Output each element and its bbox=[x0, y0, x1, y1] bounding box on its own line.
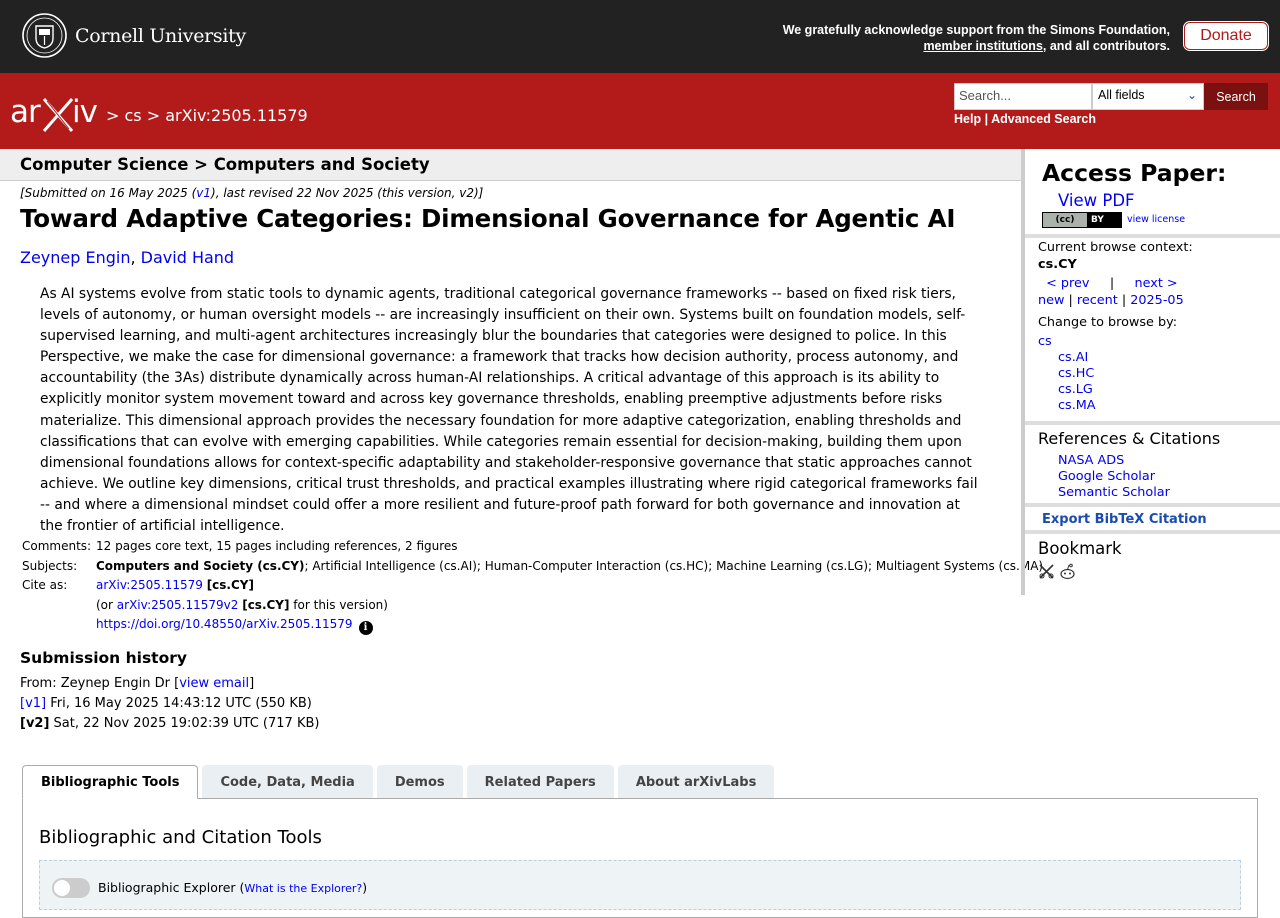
browse-cs-hc-link[interactable]: cs.HC bbox=[1058, 366, 1095, 381]
v2-label: [v2] bbox=[20, 716, 50, 731]
dateline-prefix: [Submitted on 16 May 2025 ( bbox=[20, 186, 197, 200]
new-link[interactable]: new bbox=[1038, 293, 1065, 308]
what-is-explorer-link[interactable]: What is the Explorer? bbox=[244, 882, 363, 895]
sidebar-divider bbox=[1025, 234, 1280, 238]
next-link[interactable]: next > bbox=[1134, 276, 1178, 291]
primary-subject: Computers and Society (cs.CY) bbox=[96, 558, 305, 573]
cornell-seal-icon bbox=[22, 13, 67, 58]
search-input[interactable]: Search... bbox=[954, 83, 1092, 110]
explorer-toggle[interactable] bbox=[52, 878, 90, 898]
authors bbox=[20, 248, 234, 267]
tools-tabs bbox=[22, 765, 778, 799]
breadcrumb-paper-id: arXiv:2505.11579 bbox=[165, 106, 308, 125]
category-subheader bbox=[0, 149, 1021, 181]
submission-history bbox=[20, 674, 319, 734]
advanced-search-link[interactable]: Advanced Search bbox=[991, 112, 1097, 126]
search-help-links bbox=[954, 112, 1096, 126]
doi-row bbox=[22, 617, 1043, 637]
search-field-select[interactable] bbox=[1092, 83, 1204, 110]
bibsonomy-icon[interactable] bbox=[1038, 563, 1055, 580]
explorer-label bbox=[98, 880, 367, 895]
google-scholar-link[interactable]: Google Scholar bbox=[1058, 469, 1155, 484]
author-separator: , bbox=[130, 248, 141, 267]
sidebar-divider bbox=[1025, 421, 1280, 425]
history-from bbox=[20, 674, 319, 694]
support-line-2-rest: , and all contributors. bbox=[1042, 39, 1170, 53]
recent-link[interactable]: recent bbox=[1076, 293, 1118, 308]
subjects-value bbox=[96, 559, 1043, 579]
empty-cell bbox=[22, 598, 96, 618]
dateline-v1-link[interactable]: v1 bbox=[196, 186, 212, 200]
references-links bbox=[1058, 453, 1170, 501]
history-v1 bbox=[20, 694, 319, 714]
browse-label: Current browse context: bbox=[1038, 240, 1193, 255]
dateline-suffix: ), last revised 22 Nov 2025 (this version, v2)] bbox=[211, 186, 484, 200]
support-acknowledgement bbox=[783, 22, 1170, 54]
support-line-1: We gratefully acknowledge support from the Simons Foundation, bbox=[782, 23, 1170, 37]
tab-demos[interactable]: Demos bbox=[377, 765, 463, 799]
svg-text:ar: ar bbox=[10, 94, 40, 130]
v1-link[interactable]: [v1] bbox=[20, 696, 47, 711]
explorer-box bbox=[39, 860, 1241, 910]
cc-label: (cc) bbox=[1043, 213, 1087, 227]
bookmark-title: Bookmark bbox=[1038, 539, 1122, 558]
tab-related-papers[interactable]: Related Papers bbox=[467, 765, 614, 799]
explorer-text: Bibliographic Explorer bbox=[98, 880, 236, 895]
paper-title: Toward Adaptive Categories: Dimensional Governance for Agentic AI bbox=[20, 204, 956, 233]
doi-value bbox=[96, 617, 1043, 637]
cite-or-prefix: (or bbox=[96, 597, 117, 612]
link-separator: | bbox=[984, 112, 989, 126]
search-button[interactable]: Search bbox=[1204, 83, 1268, 110]
cornell-topbar bbox=[0, 0, 1280, 73]
cite-value bbox=[96, 578, 1043, 598]
arxiv-header bbox=[0, 73, 1280, 149]
support-line-2 bbox=[783, 38, 1170, 54]
browse-lists: new | recent | 2025-05 bbox=[1038, 293, 1184, 308]
paren: ) bbox=[362, 880, 368, 895]
v2-text: Sat, 22 Nov 2025 19:02:39 UTC (717 KB) bbox=[49, 716, 320, 731]
sidebar-divider bbox=[1025, 503, 1280, 507]
submission-history-title: Submission history bbox=[20, 649, 187, 667]
browse-cs-ma-link[interactable]: cs.MA bbox=[1058, 398, 1096, 413]
browse-cs-lg-link[interactable]: cs.LG bbox=[1058, 382, 1093, 397]
donate-button[interactable]: Donate bbox=[1184, 22, 1268, 50]
semantic-scholar-link[interactable]: Semantic Scholar bbox=[1058, 485, 1170, 500]
month-link[interactable]: 2025-05 bbox=[1130, 293, 1184, 308]
chevron-down-icon: ⌄ bbox=[1186, 88, 1197, 102]
metadata-table bbox=[22, 539, 1043, 637]
cite-or-suffix: for this version) bbox=[289, 597, 388, 612]
breadcrumb-separator: > bbox=[146, 106, 161, 125]
help-link[interactable]: Help bbox=[954, 112, 982, 126]
tab-panel bbox=[22, 798, 1258, 918]
submission-dateline bbox=[20, 186, 483, 200]
tab-code-data-media[interactable]: Code, Data, Media bbox=[202, 765, 372, 799]
references-title: References & Citations bbox=[1038, 429, 1221, 448]
other-subjects: ; Artificial Intelligence (cs.AI); Human-Computer Interaction (cs.HC); Machine Learning (cs.LG); Multiagent Systems (cs.MA) bbox=[304, 558, 1044, 573]
info-icon[interactable]: i bbox=[359, 621, 373, 635]
arxiv-logo-icon[interactable] bbox=[10, 93, 102, 133]
nav-separator: | bbox=[1109, 276, 1115, 291]
author-link[interactable]: Zeynep Engin bbox=[20, 248, 131, 267]
nasa-ads-link[interactable]: NASA ADS bbox=[1058, 453, 1125, 468]
sidebar bbox=[1021, 149, 1280, 595]
view-email-link[interactable]: view email bbox=[179, 676, 250, 691]
access-paper-title: Access Paper: bbox=[1042, 159, 1227, 187]
breadcrumb-cs-link[interactable]: cs bbox=[124, 106, 142, 125]
reddit-icon[interactable] bbox=[1059, 563, 1076, 580]
view-pdf-link[interactable]: View PDF bbox=[1058, 191, 1135, 210]
author-link[interactable]: David Hand bbox=[140, 248, 235, 267]
sidebar-divider bbox=[1025, 530, 1280, 534]
cite-v2-category: [cs.CY] bbox=[242, 597, 290, 612]
cite-arxiv-link[interactable]: arXiv:2505.11579 bbox=[96, 578, 203, 592]
prev-link[interactable]: < prev bbox=[1046, 276, 1090, 291]
change-browse-label: Change to browse by: bbox=[1038, 315, 1178, 330]
bookmark-icons bbox=[1038, 563, 1076, 580]
doi-link[interactable]: https://doi.org/10.48550/arXiv.2505.11579 bbox=[96, 617, 353, 631]
history-v2 bbox=[20, 714, 319, 734]
category-title: Computer Science > Computers and Society bbox=[20, 155, 430, 174]
subjects-row bbox=[22, 559, 1043, 579]
cite-label: Cite as: bbox=[22, 578, 68, 592]
breadcrumb-separator: > bbox=[106, 106, 120, 125]
export-bibtex-link[interactable]: Export BibTeX Citation bbox=[1042, 512, 1207, 527]
paren: ( bbox=[235, 880, 245, 895]
browse-context-value: cs.CY bbox=[1038, 257, 1077, 272]
cite-version-value bbox=[96, 598, 1043, 618]
toggle-knob bbox=[54, 880, 70, 896]
cite-v2-link[interactable]: arXiv:2505.11579v2 bbox=[116, 597, 239, 612]
svg-text:iv: iv bbox=[72, 94, 97, 130]
browse-context bbox=[1038, 239, 1193, 414]
browse-cs-ai-link[interactable]: cs.AI bbox=[1058, 350, 1089, 365]
abstract: As AI systems evolve from static tools to dynamic agents, traditional categorical governance frameworks -- based on fixed risk tiers, levels of autonomy, or human oversight models -- are increasingly insufficient on their own. Systems built on foundation models, self-supervised learning, and multi-agent architectures increasingly blur the boundaries that categories were designed to police. In this Perspective, we make the case for dimensional governance: a framework that tracks how decision authority, process autonomy, and accountability (the 3As) distribute dynamically across human-AI relationships. A critical advantage of this approach is its ability to explicitly monitor system movement toward and across key governance thresholds, enabling preemptive adjustments before risks materialize. This dimensional approach provides the necessary foundation for more adaptive categorization, enabling thresholds and classifications that can evolve with emerging capabilities. While categories remain essential for decision-making, building them upon dimensional foundations allows for context-specific adaptability and stakeholder-responsive governance that static approaches cannot achieve. We outline key dimensions, critical trust thresholds, and practical examples illustrating where rigid categorical frameworks fail -- and where a dimensional mindset could offer a more resilient and future-proof path forward for both governance and innovation at the frontier of artificial intelligence. bbox=[40, 286, 978, 535]
subjects-label: Subjects: bbox=[22, 558, 78, 573]
from-prefix: From: Zeynep Engin Dr [ bbox=[20, 676, 180, 691]
cite-version-row bbox=[22, 598, 1043, 618]
search-field-value: All fields bbox=[1098, 88, 1145, 102]
browse-cs-link[interactable]: cs bbox=[1038, 334, 1052, 349]
member-institutions-link[interactable]: member institutions bbox=[923, 39, 1043, 53]
comments-row bbox=[22, 539, 1043, 559]
cornell-logo-link[interactable] bbox=[22, 13, 246, 58]
comments-label: Comments: bbox=[22, 539, 92, 553]
by-label: BY bbox=[1091, 215, 1104, 225]
v1-text: Fri, 16 May 2025 14:43:12 UTC (550 KB) bbox=[46, 696, 312, 711]
tab-about-arxivlabs[interactable]: About arXivLabs bbox=[618, 765, 775, 799]
tools-title: Bibliographic and Citation Tools bbox=[39, 827, 322, 848]
cc-by-license-icon[interactable] bbox=[1042, 212, 1122, 228]
cornell-wordmark: Cornell University bbox=[75, 24, 246, 47]
empty-cell bbox=[22, 617, 96, 637]
tab-bibliographic-tools[interactable]: Bibliographic Tools bbox=[22, 765, 198, 799]
cite-category: [cs.CY] bbox=[206, 578, 254, 592]
browse-nav bbox=[1038, 275, 1193, 292]
comments-value: 12 pages core text, 15 pages including references, 2 figures bbox=[96, 539, 458, 553]
breadcrumb bbox=[106, 106, 308, 125]
view-license-link[interactable]: view license bbox=[1127, 214, 1186, 225]
from-suffix: ] bbox=[249, 676, 255, 691]
cite-row bbox=[22, 578, 1043, 598]
